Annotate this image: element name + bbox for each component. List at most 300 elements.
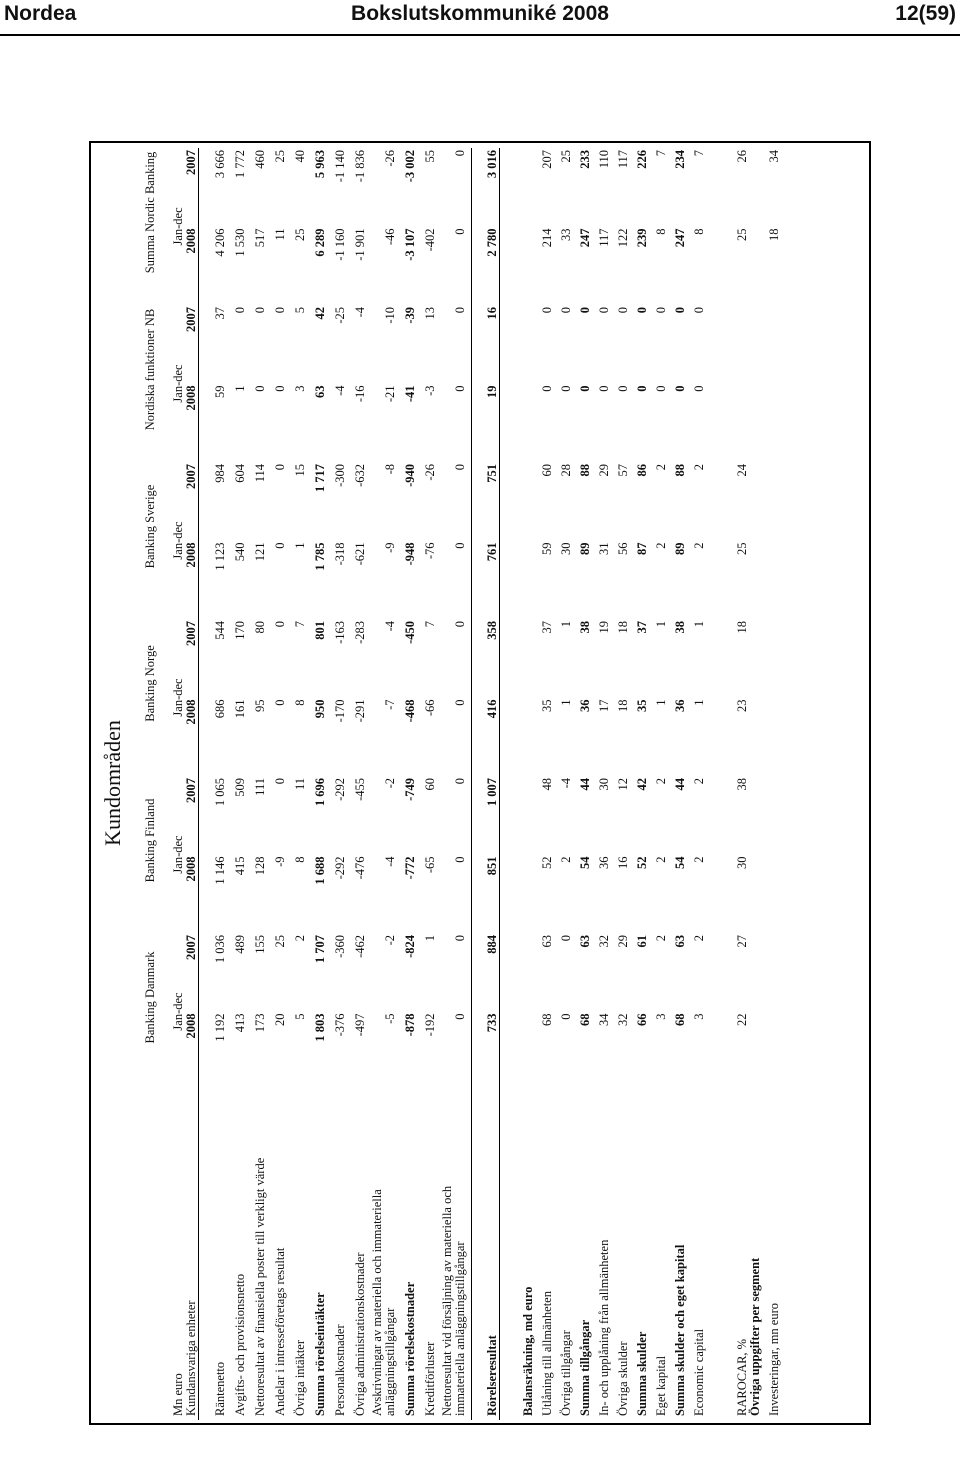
table-row (247, 148, 267, 1420)
table-row (437, 148, 467, 1420)
table-row (397, 148, 417, 1420)
cell-value: 15 (293, 463, 307, 477)
cell-value: 37 (635, 621, 649, 634)
cell-value: 44 (673, 778, 687, 791)
cell-value: 32 (597, 935, 611, 948)
table-row (500, 148, 523, 1420)
cell-value: 984 (213, 463, 227, 483)
table-row (417, 148, 437, 1420)
table-row (287, 148, 307, 1420)
cell-value: 37 (540, 621, 554, 634)
cell-value: 801 (313, 621, 327, 640)
row-label-text: Summa tillgångar (578, 1319, 592, 1416)
cell-value: 1 (559, 699, 573, 706)
cell-value: -621 (353, 542, 367, 566)
cell-value: 3 (293, 385, 307, 392)
row-label-text: Utlåning till allmänheten (540, 1291, 554, 1416)
cell-value: 0 (559, 306, 573, 314)
year-header: 2007 (184, 778, 198, 803)
row-label (554, 1090, 573, 1420)
cell-value: 121 (253, 542, 267, 562)
cell-value: 0 (453, 621, 467, 628)
cell-value: 3 016 (472, 148, 500, 227)
cell-value: 32 (616, 1013, 630, 1026)
cell-value: -26 (383, 149, 397, 167)
cell-value: 2 (654, 463, 668, 471)
cell-value: 27 (735, 935, 749, 948)
row-label (417, 1090, 437, 1420)
segment-table (144, 148, 781, 1420)
cell-value: 42 (635, 778, 649, 791)
row-label (472, 1090, 500, 1420)
table-row (573, 148, 592, 1420)
table-row (227, 148, 247, 1420)
table-row (267, 148, 287, 1420)
cell-value: -21 (383, 385, 397, 403)
cell-value: 1 (654, 699, 668, 706)
year-header: 2008 (184, 699, 198, 725)
cell-value: 5 (293, 306, 307, 314)
balance-heading: Balansräkning, md euro (521, 1286, 535, 1416)
cell-value: 7 (692, 149, 706, 157)
cell-value: -5 (383, 1013, 397, 1024)
table-row (327, 148, 347, 1420)
cell-value: -749 (403, 778, 417, 801)
cell-value: -300 (333, 463, 347, 487)
cell-value: 52 (635, 856, 649, 869)
row-label (227, 1090, 247, 1420)
cell-value: -376 (333, 1013, 347, 1037)
cell-value: 1 065 (213, 778, 227, 807)
cell-value: 36 (673, 699, 687, 712)
cell-value: 60 (423, 778, 437, 791)
cell-value: 8 (692, 228, 706, 235)
cell-value: 0 (273, 463, 287, 471)
cell-value: 57 (616, 463, 630, 477)
cell-value: 3 (692, 1013, 706, 1020)
cell-value: 851 (472, 855, 500, 934)
cell-value: 950 (313, 699, 327, 719)
cell-value: 89 (578, 542, 592, 555)
cell-value: 517 (253, 228, 267, 248)
table-row (687, 148, 706, 1420)
cell-value: 761 (472, 541, 500, 620)
cell-value: 31 (597, 542, 611, 555)
cell-value: -292 (333, 778, 347, 801)
cell-value: 36 (597, 856, 611, 869)
cell-value: 60 (540, 463, 554, 477)
cell-value: 0 (597, 385, 611, 392)
cell-value: 2 (559, 856, 573, 863)
cell-value: 1 696 (313, 778, 327, 807)
cell-value: 23 (735, 699, 749, 712)
cell-value: 117 (616, 149, 630, 169)
cell-value: 63 (673, 935, 687, 948)
cell-value: 35 (540, 699, 554, 712)
row-label-text: Rörelseresultat (485, 1335, 499, 1416)
cell-value: -192 (423, 1013, 437, 1037)
cell-value: 489 (233, 935, 247, 954)
segment-name: Nordiska funktioner NB (143, 308, 157, 431)
cell-value: 28 (559, 463, 573, 477)
year-header: 2008 (184, 1013, 198, 1039)
cell-value: 0 (559, 935, 573, 942)
cell-value: 0 (559, 385, 573, 392)
segment-name: Summa Nordic Banking (143, 151, 157, 274)
row-label (611, 1090, 630, 1420)
year-header: 2008 (184, 385, 198, 411)
cell-value: -476 (353, 856, 367, 880)
cell-value: 1 007 (472, 776, 500, 855)
table-row (668, 148, 687, 1420)
cell-value: 52 (540, 856, 554, 869)
cell-value: 68 (578, 1013, 592, 1026)
cell-value: 2 (692, 856, 706, 863)
cell-value: 33 (559, 228, 573, 241)
cell-value: 89 (673, 542, 687, 555)
row-label-text: Kreditförluster (423, 1341, 437, 1416)
row-label-text2: immateriella anläggningstillgångar (453, 1241, 467, 1416)
cell-value: 0 (453, 149, 467, 157)
cell-value: 55 (423, 149, 437, 163)
cell-value: 0 (273, 542, 287, 549)
cell-value: 8 (293, 856, 307, 863)
cell-value: 0 (692, 385, 706, 392)
header-blank (144, 1090, 172, 1420)
row-label (592, 1090, 611, 1420)
cell-value: 1 (654, 621, 668, 628)
table-row (592, 148, 611, 1420)
cell-value: 0 (273, 621, 287, 628)
cell-value: 18 (616, 699, 630, 712)
cell-value: 733 (472, 1012, 500, 1091)
row-label-text: Räntenetto (213, 1361, 227, 1416)
cell-value: 0 (578, 306, 592, 314)
cell-value: -291 (353, 699, 367, 723)
table-row (307, 148, 327, 1420)
investments-label: Investeringar, mn euro (767, 1302, 781, 1416)
cell-value: 25 (735, 542, 749, 555)
cell-value: -402 (423, 228, 437, 252)
cell-value: 6 289 (313, 228, 327, 257)
cell-value: -878 (403, 1013, 417, 1037)
table-row (199, 148, 208, 1420)
cell-value: 25 (559, 149, 573, 163)
spacer (522, 148, 535, 1090)
cell-value: 1 717 (313, 463, 327, 493)
cell-value: 1 192 (213, 1013, 227, 1042)
period-label: Jan-dec (171, 207, 185, 246)
cell-value: 8 (293, 699, 307, 706)
cell-value: -4 (353, 306, 367, 318)
cell-value: 30 (559, 542, 573, 555)
cell-value: 54 (673, 856, 687, 869)
cell-value: 2 (654, 935, 668, 942)
cell-value: 1 (233, 385, 247, 392)
cell-value: 0 (453, 463, 467, 471)
cell-value: 80 (253, 621, 267, 634)
table-row (367, 148, 397, 1420)
cell-value: -8 (383, 463, 397, 475)
cell-value: -65 (423, 856, 437, 874)
cell-value: -9 (273, 856, 287, 867)
cell-value: 0 (540, 306, 554, 314)
cell-value: 0 (453, 542, 467, 549)
cell-value: 2 (654, 856, 668, 863)
cell-value: 34 (597, 1013, 611, 1026)
cell-value: 1 (559, 621, 573, 628)
cell-value: -25 (333, 306, 347, 324)
cell-value: 117 (597, 228, 611, 247)
cell-value: 1 688 (313, 856, 327, 885)
cell-value: 37 (213, 306, 227, 320)
cell-value: 38 (735, 778, 749, 791)
cell-value: 2 (293, 935, 307, 942)
cell-value: 35 (635, 699, 649, 712)
document-title: Bokslutskommuniké 2008 (351, 2, 609, 25)
first-col-header: Kundansvariga enheter (184, 1300, 198, 1416)
cell-value: 0 (673, 385, 687, 392)
table-row (554, 148, 573, 1420)
row-label-text: Övriga intäkter (293, 1339, 307, 1416)
cell-value: 0 (273, 306, 287, 314)
cell-value: 34 (767, 149, 781, 163)
cell-value: -9 (383, 542, 397, 553)
cell-value: 24 (735, 463, 749, 477)
cell-value: 0 (453, 228, 467, 235)
cell-value: 63 (578, 935, 592, 948)
cell-value: 7 (423, 621, 437, 628)
cell-value: -360 (333, 935, 347, 958)
row-label (535, 1090, 554, 1420)
cell-value: 0 (453, 935, 467, 942)
row-label-text: Personalkostnader (333, 1324, 347, 1416)
cell-value: 2 (654, 778, 668, 785)
table-row (535, 148, 554, 1420)
row-label-text: Summa skulder (635, 1331, 649, 1416)
cell-value: -283 (353, 621, 367, 644)
cell-value: 11 (273, 228, 287, 241)
cell-value: 25 (735, 228, 749, 241)
row-label (437, 1090, 467, 1420)
cell-value: 61 (635, 935, 649, 948)
cell-value: -170 (333, 699, 347, 723)
cell-value: 30 (597, 778, 611, 791)
cell-value: -1 140 (333, 149, 347, 183)
cell-value: 247 (673, 228, 687, 248)
cell-value: -16 (353, 385, 367, 403)
row-label (347, 1090, 367, 1420)
cell-value: 19 (597, 621, 611, 634)
cell-value: 751 (472, 462, 500, 541)
cell-value: 0 (453, 385, 467, 392)
row-label (668, 1090, 687, 1420)
cell-value: 1 530 (233, 228, 247, 257)
cell-value: 161 (233, 699, 247, 719)
cell-value: 16 (616, 856, 630, 869)
row-label-text: In- och upplåning från allmänheten (597, 1239, 611, 1416)
row-label (247, 1090, 267, 1420)
raroc-label: RAROCAR, % (735, 1338, 749, 1416)
cell-value: -4 (383, 856, 397, 867)
row-label (207, 1090, 227, 1420)
cell-value: 0 (453, 778, 467, 785)
cell-value: -2 (383, 778, 397, 789)
row-label-text: Economic capital (692, 1328, 706, 1416)
cell-value: 234 (673, 149, 687, 169)
rotated-table-area (92, 144, 868, 1422)
cell-value: 59 (213, 385, 227, 398)
cell-value: -4 (333, 385, 347, 396)
cell-value: 1 785 (313, 542, 327, 571)
row-label (307, 1090, 327, 1420)
cell-value: 13 (423, 306, 437, 320)
cell-value: -1 160 (333, 228, 347, 261)
cell-value: 18 (767, 228, 781, 241)
cell-value: 122 (616, 228, 630, 248)
cell-value: 0 (635, 385, 649, 392)
cell-value: 3 (654, 1013, 668, 1020)
cell-value: 0 (616, 306, 630, 314)
cell-value: 42 (313, 306, 327, 320)
table-row (472, 148, 500, 1420)
cell-value: 0 (233, 306, 247, 314)
cell-value: 1 (692, 621, 706, 628)
cell-value: 247 (578, 228, 592, 248)
year-header: 2008 (184, 856, 198, 882)
cell-value: 87 (635, 542, 649, 555)
cell-value: 0 (273, 385, 287, 392)
row-label-text: Summa rörelseintäkter (313, 1292, 327, 1416)
cell-value: -163 (333, 621, 347, 644)
row-label-text: Eget kapital (654, 1355, 668, 1416)
cell-value: -66 (423, 699, 437, 717)
cell-value: 12 (616, 778, 630, 791)
year-header: 2007 (184, 463, 198, 489)
table-row (207, 148, 227, 1420)
unit-label: Mn euro (171, 1373, 185, 1416)
cell-value: 1 803 (313, 1013, 327, 1042)
cell-value (762, 541, 781, 620)
row-label-text: Summa rörelsekostnader (403, 1281, 417, 1416)
cell-value: 0 (453, 699, 467, 706)
table-row (144, 148, 172, 1420)
cell-value: 66 (635, 1013, 649, 1026)
cell-value: 884 (472, 933, 500, 1012)
segment-name: Banking Finland (143, 798, 157, 883)
row-label-text2: anläggningstillgångar (383, 1307, 397, 1416)
cell-value: 86 (635, 463, 649, 477)
cell-value: 0 (597, 306, 611, 314)
cell-value: 110 (597, 149, 611, 169)
cell-value: 29 (616, 935, 630, 948)
row-label-text: Andelar i intresseföretags resultat (273, 1247, 287, 1416)
cell-value: -26 (423, 463, 437, 481)
row-label-text: Summa skulder och eget kapital (673, 1244, 687, 1416)
cell-value: 22 (735, 1013, 749, 1026)
row-label (367, 1090, 397, 1420)
cell-value: 2 780 (472, 226, 500, 305)
cell-value: 63 (313, 385, 327, 398)
cell-value: 11 (293, 778, 307, 791)
year-header: 2007 (184, 149, 198, 175)
cell-value: 1 772 (233, 149, 247, 179)
year-header: 2007 (184, 621, 198, 646)
cell-value: 173 (253, 1013, 267, 1033)
spacer (706, 148, 730, 1420)
row-label (630, 1090, 649, 1420)
row-label-text: Övriga skulder (616, 1341, 630, 1416)
period-label: Jan-dec (171, 364, 185, 403)
cell-value: 7 (293, 621, 307, 628)
period-label: Jan-dec (171, 521, 185, 560)
segment-name: Banking Norge (143, 645, 157, 722)
cell-value (730, 305, 749, 384)
cell-value: 2 (692, 463, 706, 471)
cell-value (762, 619, 781, 698)
cell-value: 5 (293, 1013, 307, 1020)
cell-value: 207 (540, 149, 554, 169)
cell-value: 460 (253, 149, 267, 169)
cell-value: 0 (559, 1013, 573, 1020)
cell-value: 0 (453, 306, 467, 314)
cell-value: 25 (273, 149, 287, 163)
cell-value: -1 836 (353, 149, 367, 183)
spacer (749, 148, 762, 1090)
cell-value (762, 933, 781, 1012)
cell-value: -3 002 (403, 149, 417, 183)
cell-value: 26 (735, 149, 749, 163)
cell-value: 509 (233, 778, 247, 797)
cell-value: 25 (273, 935, 287, 948)
cell-value: 2 (654, 542, 668, 549)
cell-value: -4 (559, 778, 573, 789)
year-header: 2007 (184, 306, 198, 332)
cell-value: 7 (654, 149, 668, 157)
cell-value (762, 698, 781, 777)
row-label-text: Nettoresultat vid försäljning av materiella och (440, 1185, 454, 1416)
cell-value: -3 (423, 385, 437, 396)
cell-value: 239 (635, 228, 649, 248)
header-rule (0, 34, 960, 36)
cell-value: -292 (333, 856, 347, 880)
cell-value: 20 (273, 1013, 287, 1026)
spacer (199, 148, 208, 1420)
cell-value: 0 (273, 778, 287, 785)
cell-value: 30 (735, 856, 749, 869)
cell-value: 68 (540, 1013, 554, 1026)
cell-value: 4 206 (213, 228, 227, 257)
cell-value: 8 (654, 228, 668, 235)
cell-value: -772 (403, 856, 417, 880)
cell-value (762, 776, 781, 855)
cell-value: 544 (213, 621, 227, 640)
cell-value: 40 (293, 149, 307, 163)
row-label-text: Avskrivningar av materiella och immateriella (370, 1189, 384, 1416)
year-header: 2008 (184, 228, 198, 254)
row-label-text: Övriga tillgångar (559, 1330, 573, 1416)
cell-value: 226 (635, 149, 649, 169)
cell-value: 2 (692, 778, 706, 785)
cell-value: 540 (233, 542, 247, 562)
cell-value: 0 (578, 385, 592, 392)
row-label (397, 1090, 417, 1420)
cell-value: 2 (692, 935, 706, 942)
cell-value (762, 1012, 781, 1091)
table-row (730, 148, 749, 1420)
row-label (267, 1090, 287, 1420)
cell-value (762, 383, 781, 462)
